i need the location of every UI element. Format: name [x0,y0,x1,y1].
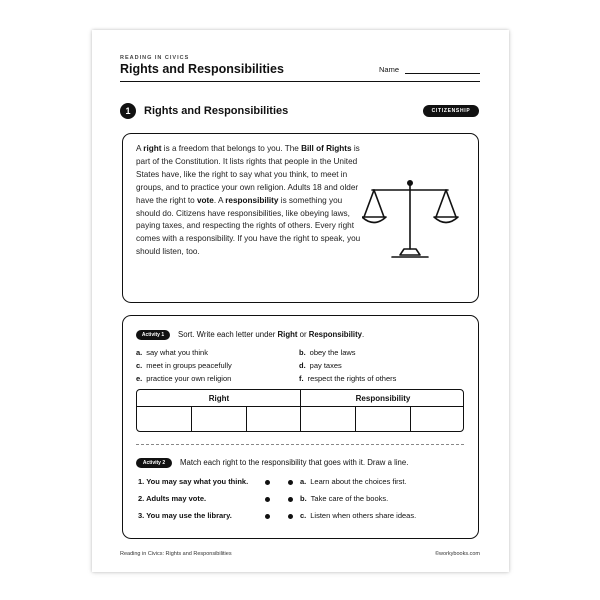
bold-term: Responsibility [308,330,363,339]
match-dot-right-b[interactable] [288,497,293,502]
worksheet-eyebrow: READING IN CIVICS [120,55,190,61]
reading-passage [136,143,361,259]
balance-scale-icon [362,176,459,261]
match-dot-right-a[interactable] [288,480,293,485]
footer-title: Reading in Civics: Rights and Responsibilities [120,551,232,557]
sort-option-a: a. say what you think [136,348,208,357]
worksheet-page [92,30,509,572]
activity-1-badge: Activity 1 [136,330,170,340]
sort-option-e: e. practice your own religion [136,374,232,383]
text-run: A [136,144,144,153]
sort-option-f: f. respect the rights of others [299,374,397,383]
bold-term: Bill of Rights [301,144,352,153]
bold-term: right [143,144,162,153]
text-run: is something you should do. Citizens have responsibilities, like obeying laws, paying taxes, and respecting the rights of others. Every right comes with a responsibility. If you have the right to speak, you should listen, too. [136,195,361,257]
sort-table [136,389,464,432]
cell-divider [246,407,247,432]
activity-2-badge: Activity 2 [136,458,172,468]
sort-option-b: b. obey the laws [299,348,356,357]
match-dot-right-c[interactable] [288,514,293,519]
match-responsibility-b: b. Take care of the books. [300,494,389,503]
activity-divider [136,444,464,445]
text-run: . [362,330,365,339]
name-label: Name [379,65,400,74]
text-run: is a freedom that belongs to you. The [161,144,302,153]
text-run: Sort. Write each letter under [178,330,278,339]
match-dot-left-3[interactable] [265,514,270,519]
responsibility-column-header: Responsibility [355,394,411,403]
text-run: or [297,330,309,339]
name-field-line[interactable] [405,73,480,74]
bold-term: vote [197,195,214,205]
section-number-badge: 1 [120,103,136,119]
bold-term: responsibility [225,195,279,205]
header-divider [120,81,480,82]
match-responsibility-a: a. Learn about the choices first. [300,477,407,486]
worksheet-title: Rights and Responsibilities [120,62,284,76]
footer-source: ©workybooks.com [434,551,480,557]
cell-divider [410,407,411,432]
activity-2-instruction: Match each right to the responsibility that goes with it. Draw a line. [180,458,409,467]
column-divider [300,390,301,432]
match-dot-left-2[interactable] [265,497,270,502]
sort-option-d: d. pay taxes [299,361,342,370]
match-right-3: 3. You may use the library. [138,511,232,520]
text-run: is part of the Constitution. It lists rights that people in the United States have, like the right to say what you think, to meet in groups, and to practice your own religion. Adults 18 and older have the right to [136,144,360,205]
match-right-2: 2. Adults may vote. [138,494,207,503]
match-right-1: 1. You may say what you think. [138,477,249,486]
sort-option-c: c. meet in groups peacefully [136,361,232,370]
match-responsibility-c: c. Listen when others share ideas. [300,511,417,520]
match-dot-left-1[interactable] [265,480,270,485]
right-column-header: Right [208,394,230,403]
section-title: Rights and Responsibilities [144,105,289,117]
bold-term: Right [277,330,298,339]
topic-tag: CITIZENSHIP [423,105,479,117]
activity-1-instruction [178,329,364,341]
cell-divider [355,407,356,432]
cell-divider [191,407,192,432]
text-run: . A [213,195,226,205]
